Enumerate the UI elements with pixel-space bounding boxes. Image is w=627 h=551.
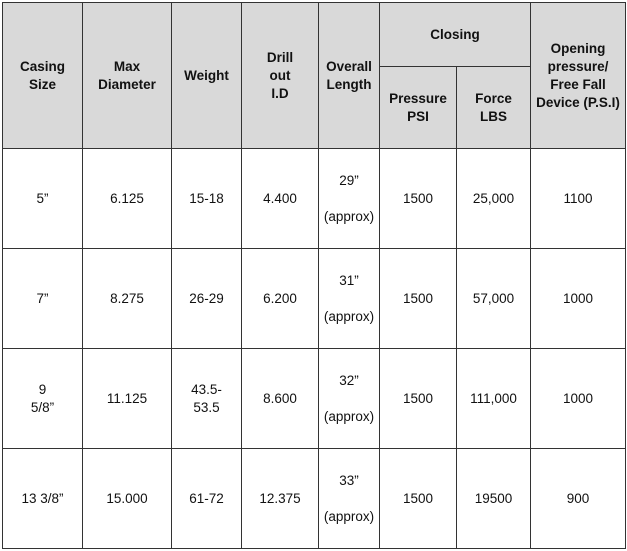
cell-casing: 9 5/8” [3, 349, 83, 449]
length-value: 31” [339, 272, 359, 288]
length-value: 29” [339, 172, 359, 188]
cell-force: 111,000 [457, 349, 531, 449]
cell-casing: 7” [3, 249, 83, 349]
header-max-diameter: Max Diameter [83, 3, 172, 149]
cell-max-diameter: 11.125 [83, 349, 172, 449]
cell-weight: 15-18 [172, 149, 242, 249]
cell-length [319, 349, 380, 449]
cell-casing: 13 3/8” [3, 449, 83, 549]
cell-weight: 26-29 [172, 249, 242, 349]
header-weight: Weight [172, 3, 242, 149]
cell-length [319, 449, 380, 549]
header-force: Force LBS [457, 67, 531, 149]
cell-max-diameter: 8.275 [83, 249, 172, 349]
header-pressure: Pressure PSI [380, 67, 457, 149]
header-overall-length: Overall Length [319, 3, 380, 149]
cell-force: 57,000 [457, 249, 531, 349]
table-row [3, 349, 626, 449]
cell-length [319, 249, 380, 349]
cell-length [319, 149, 380, 249]
cell-opening: 1100 [531, 149, 626, 249]
cell-drill-out: 8.600 [242, 349, 319, 449]
cell-drill-out: 12.375 [242, 449, 319, 549]
cell-opening: 1000 [531, 349, 626, 449]
header-casing-size: Casing Size [3, 3, 83, 149]
cell-casing: 5” [3, 149, 83, 249]
length-note: (approx) [323, 308, 375, 324]
table-row [3, 249, 626, 349]
length-value: 33” [339, 472, 359, 488]
header-closing: Closing [380, 3, 531, 67]
cell-pressure: 1500 [380, 249, 457, 349]
header-opening: Opening pressure/ Free Fall Device (P.S.I) [531, 3, 626, 149]
cell-pressure: 1500 [380, 349, 457, 449]
cell-max-diameter: 6.125 [83, 149, 172, 249]
length-value: 32” [339, 372, 359, 388]
cell-opening: 900 [531, 449, 626, 549]
table-row [3, 149, 626, 249]
length-note: (approx) [323, 508, 375, 524]
header-drill-out: Drill out I.D [242, 3, 319, 149]
cell-pressure: 1500 [380, 149, 457, 249]
cell-weight: 61-72 [172, 449, 242, 549]
spec-table [2, 2, 626, 549]
cell-drill-out: 4.400 [242, 149, 319, 249]
cell-force: 25,000 [457, 149, 531, 249]
cell-weight: 43.5- 53.5 [172, 349, 242, 449]
cell-drill-out: 6.200 [242, 249, 319, 349]
cell-max-diameter: 15.000 [83, 449, 172, 549]
cell-pressure: 1500 [380, 449, 457, 549]
length-note: (approx) [323, 208, 375, 224]
cell-force: 19500 [457, 449, 531, 549]
cell-opening: 1000 [531, 249, 626, 349]
length-note: (approx) [323, 408, 375, 424]
table-row [3, 449, 626, 549]
